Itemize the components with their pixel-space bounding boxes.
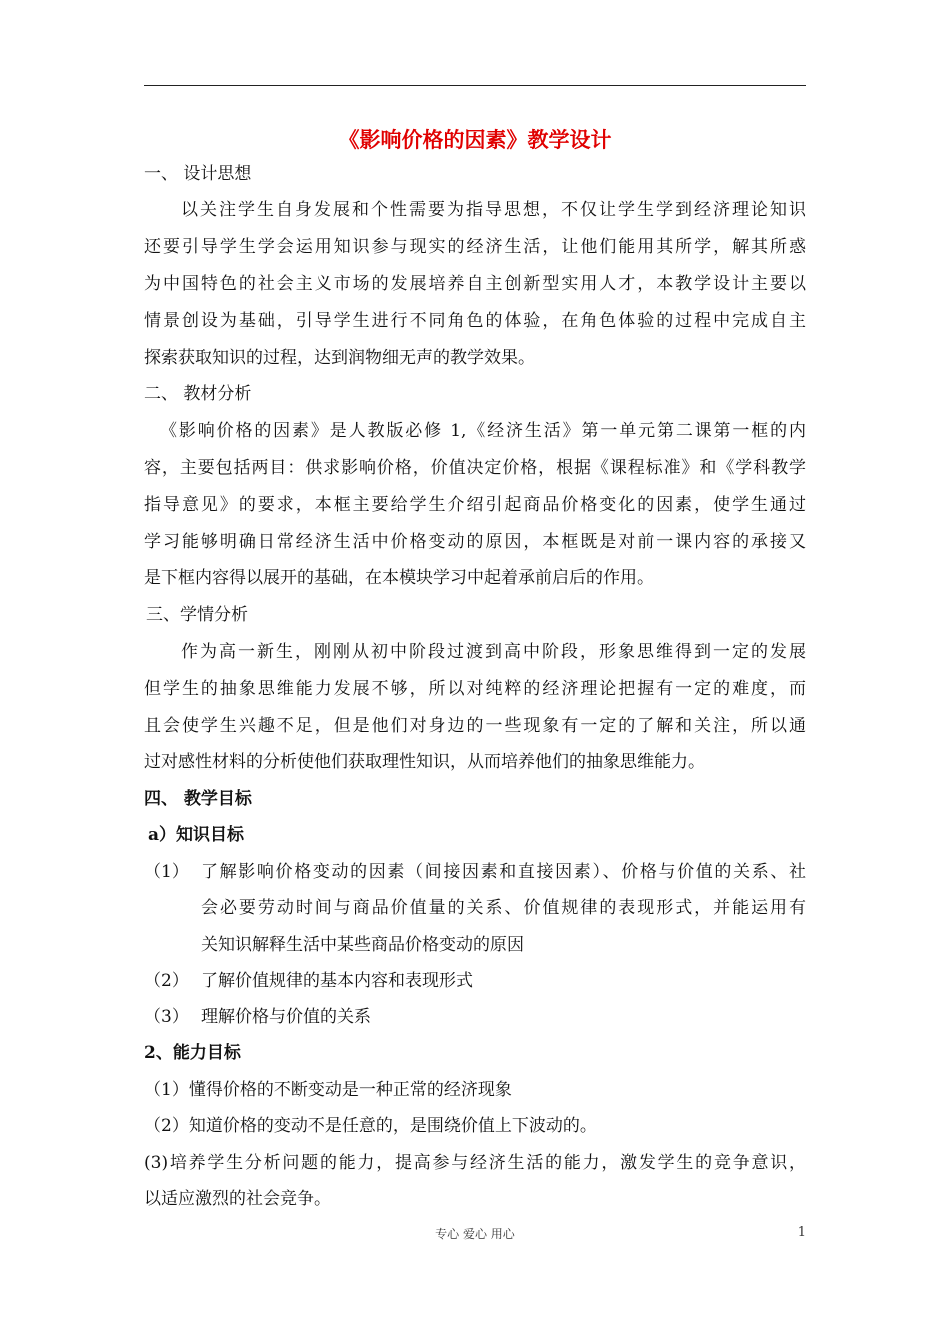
list-item-line: 了解价值规律的基本内容和表现形式 (201, 971, 473, 991)
list-item: (3)培养学生分析问题的能力，提高参与经济生活的能力，激发学生的竞争意识， (144, 1153, 806, 1173)
page-number: 1 (797, 1225, 806, 1240)
section-heading-teaching-goals: 四、 教学目标 (144, 789, 252, 809)
paragraph-line: 为中国特色的社会主义市场的发展培养自主创新型实用人才，本教学设计主要以 (144, 274, 806, 294)
paragraph-line: 过对感性材料的分析使他们获取理性知识，从而培养他们的抽象思维能力。 (144, 752, 705, 772)
header-rule (144, 85, 806, 86)
paragraph-line: 是下框内容得以展开的基础，在本模块学习中起着承前启后的作用。 (144, 568, 654, 588)
paragraph-line: 且会使学生兴趣不足，但是他们对身边的一些现象有一定的了解和关注，所以通 (144, 716, 806, 736)
paragraph-line: 但学生的抽象思维能力发展不够，所以对纯粹的经济理论把握有一定的难度，而 (144, 679, 806, 699)
footer-motto: 专心 爱心 用心 (435, 1227, 515, 1241)
document-title: 《影响价格的因素》教学设计 (338, 128, 612, 152)
subheading-ability-goals: 2、能力目标 (144, 1043, 241, 1063)
list-item-line: 理解价格与价值的关系 (201, 1007, 371, 1027)
paragraph-line: 《影响价格的因素》是人教版必修 1,《经济生活》第一单元第二课第一框的内 (160, 421, 806, 441)
paragraph-line: 学习能够明确日常经济生活中价格变动的原因，本框既是对前一课内容的承接又 (144, 532, 806, 552)
list-item: （1）懂得价格的不断变动是一种正常的经济现象 (144, 1080, 512, 1100)
list-number: （3） (144, 1007, 189, 1027)
paragraph-line: 以关注学生自身发展和个性需要为指导思想，不仅让学生学到经济理论知识 (181, 200, 806, 220)
subheading-knowledge-goals: a）知识目标 (148, 825, 245, 845)
paragraph-line: 容，主要包括两目：供求影响价格，价值决定价格，根据《课程标准》和《学科教学 (144, 458, 806, 478)
list-item-line: 会必要劳动时间与商品价值量的关系、价值规律的表现形式，并能运用有 (201, 898, 806, 918)
section-heading-textbook-analysis: 二、 教材分析 (144, 384, 252, 404)
list-number: （1） (144, 862, 189, 882)
paragraph-line: 探索获取知识的过程，达到润物细无声的教学效果。 (144, 348, 535, 368)
list-item-line: 关知识解释生活中某些商品价格变动的原因 (201, 935, 524, 955)
paragraph-line: 情景创设为基础，引导学生进行不同角色的体验，在角色体验的过程中完成自主 (144, 311, 806, 331)
paragraph-line: 指导意见》的要求，本框主要给学生介绍引起商品价格变化的因素，使学生通过 (144, 495, 806, 515)
list-item: （2）知道价格的变动不是任意的，是围绕价值上下波动的。 (144, 1116, 597, 1136)
section-heading-student-analysis: 三、学情分析 (146, 605, 248, 625)
list-number: （2） (144, 971, 189, 991)
paragraph-line: 作为高一新生，刚刚从初中阶段过渡到高中阶段，形象思维得到一定的发展 (181, 642, 806, 662)
list-item-line: 了解影响价格变动的因素（间接因素和直接因素）、价格与价值的关系、社 (201, 862, 806, 882)
section-heading-design-idea: 一、 设计思想 (144, 164, 252, 184)
list-item: 以适应激烈的社会竞争。 (144, 1189, 331, 1209)
paragraph-line: 还要引导学生学会运用知识参与现实的经济生活，让他们能用其所学，解其所惑 (144, 237, 806, 257)
